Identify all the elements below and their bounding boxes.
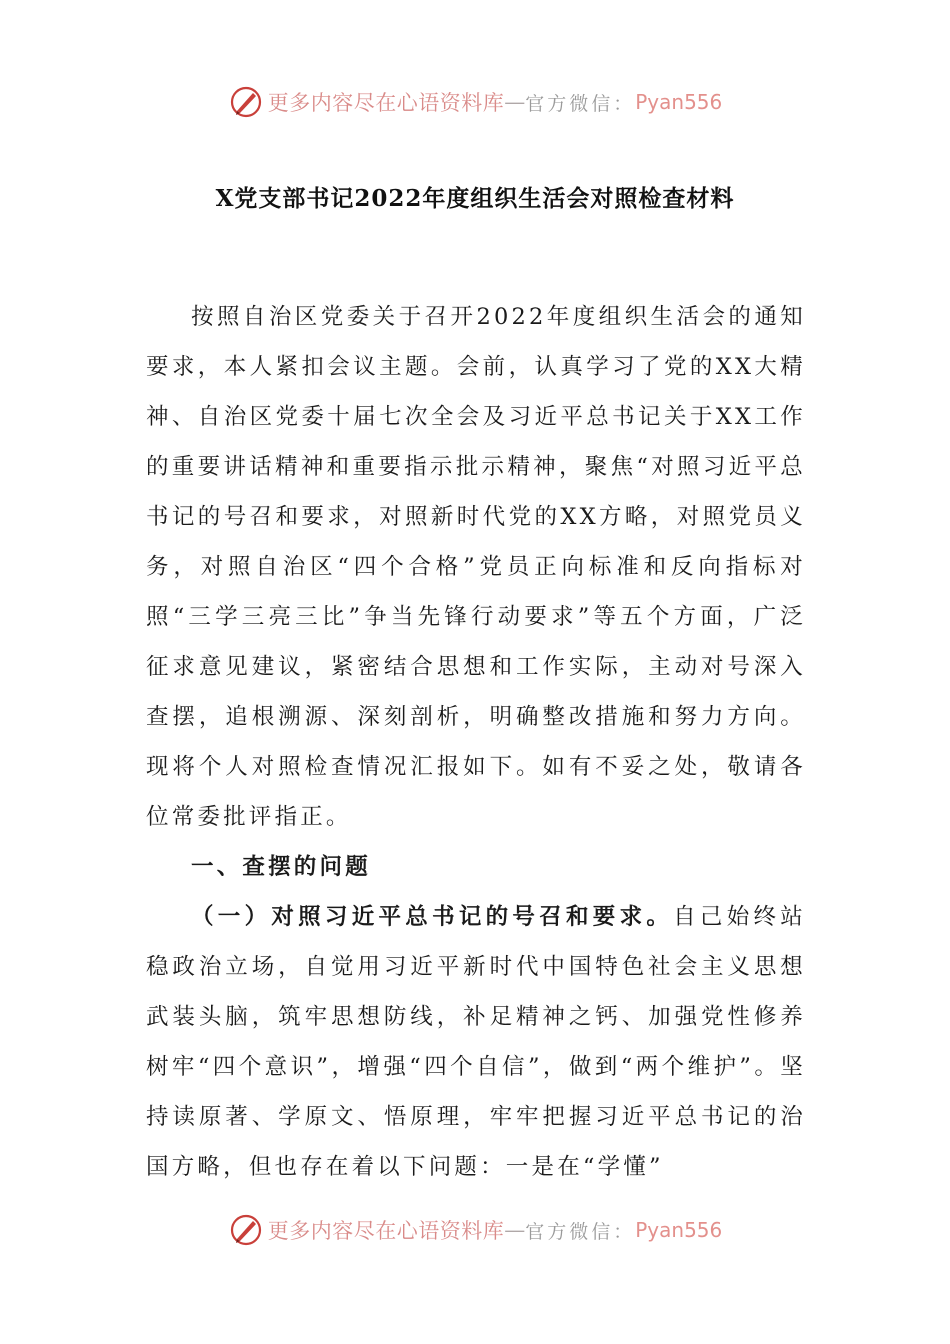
document-body xyxy=(146,292,806,1192)
banner-official-label: 官方微信： xyxy=(525,92,636,115)
banner-wechat-id: Pyan556 xyxy=(635,90,723,114)
section-heading: 一、查摆的问题 xyxy=(191,854,371,880)
intro-paragraph: 按照自治区党委关于召开2022年度组织生活会的通知要求，本人紧扣会议主题。会前，认真学习了党的XX大精神、自治区党委十届七次全会及习近平总书记关于XX工作的重要讲话精神和重要指示批示精神，聚焦“对照习近平总书记的号召和要求，对照新时代党的XX方略，对照党员义务，对照自治区“四个合格”党员正向标准和反向指标对照“三学三亮三比”争当先锋行动要求”等五个方面，广泛征求意见建议，紧密结合思想和工作实际，主动对号深入查摆，追根溯源、深刻剖析，明确整改措施和努力方向。现将个人对照检查情况汇报如下。如有不妥之处，敬请各位常委批评指正。 xyxy=(146,304,806,830)
banner-separator: — xyxy=(504,1218,526,1242)
subsection-body: 自己始终站稳政治立场，自觉用习近平新时代中国特色社会主义思想武装头脑，筑牢思想防线，补足精神之钙、加强党性修养树牢“四个意识”，增强“四个自信”，做到“两个维护”。坚持读原著、学原文、悟原理，牢牢把握习近平总书记的治国方略，但也存在着以下问题：一是在“学懂” xyxy=(146,904,806,1180)
subsection-paragraph xyxy=(146,892,806,1192)
banner-text: 更多内容尽在心语资料库 xyxy=(267,91,505,115)
pen-circle-logo-icon xyxy=(228,84,264,120)
header-banner xyxy=(0,80,950,124)
pen-circle-logo-icon xyxy=(228,1212,264,1248)
banner-wechat-id: Pyan556 xyxy=(635,1218,723,1242)
document-title: X党支部书记2022年度组织生活会对照检查材料 xyxy=(215,185,735,212)
banner-text: 更多内容尽在心语资料库 xyxy=(267,1219,505,1243)
subsection-lead: （一）对照习近平总书记的号召和要求。 xyxy=(191,904,674,930)
banner-separator: — xyxy=(504,90,526,114)
banner-official-label: 官方微信： xyxy=(525,1220,636,1243)
footer-banner xyxy=(0,1208,950,1252)
